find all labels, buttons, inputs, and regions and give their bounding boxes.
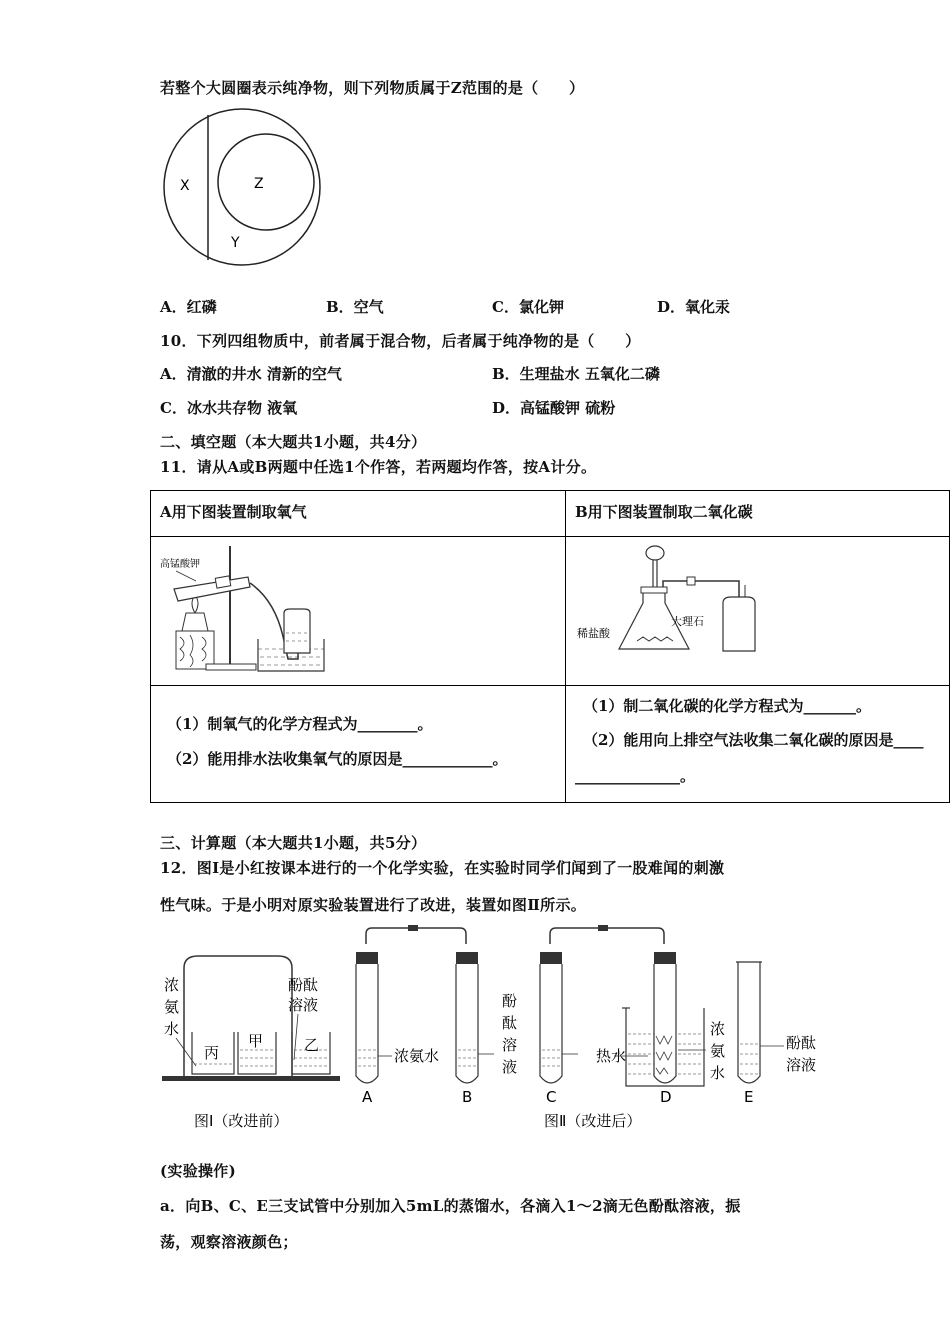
label-hot-water: 热水 [596, 1047, 627, 1065]
letter-b: B [462, 1088, 473, 1106]
q9-option-a: A．红磷 [160, 298, 217, 316]
label-phenol-1: 酚酞 [288, 976, 319, 994]
label-jia: 甲 [248, 1032, 264, 1050]
label-marble: 大理石 [671, 615, 704, 628]
label-yi: 乙 [304, 1036, 320, 1054]
letter-a: A [362, 1088, 373, 1106]
q11-table [150, 490, 950, 803]
venn-diagram [158, 108, 328, 268]
q11-a-header: A用下图装置制取氧气 [160, 503, 307, 521]
section-3-title: 三、计算题（本大题共1小题，共5分） [160, 834, 427, 852]
figure-1-caption: 图Ⅰ（改进前） [194, 1112, 289, 1130]
label-ammonia-3: 水 [164, 1020, 180, 1038]
table-row-divider-1 [151, 536, 949, 537]
inner-circle [218, 134, 314, 230]
op-a-line-1: a．向B、C、E三支试管中分别加入5mL的蒸馏水，各滴入1～2滴无色酚酞溶液，振 [160, 1197, 741, 1215]
letter-d: D [660, 1088, 672, 1106]
label-bing: 丙 [204, 1044, 220, 1062]
q11-stem: 11．请从A或B两题中任选1个作答，若两题均作答，按A计分。 [160, 458, 597, 476]
q10-option-b: B．生理盐水 五氧化二磷 [492, 365, 660, 383]
q10-option-d: D．高锰酸钾 硫粉 [492, 399, 616, 417]
label-dilute-hcl: 稀盐酸 [577, 627, 610, 640]
oxygen-apparatus-figure [156, 541, 556, 681]
q11-a-q1: （1）制氧气的化学方程式为________。 [167, 715, 433, 733]
label-phenol-b-4: 液 [502, 1058, 518, 1076]
q10-option-c: C．冰水共存物 液氧 [160, 399, 298, 417]
ops-title: (实验操作) [160, 1162, 236, 1180]
label-ammonia-2: 氨 [164, 998, 180, 1016]
label-y: Y [231, 235, 240, 251]
label-phenol-e-1: 酚酞 [786, 1034, 817, 1052]
figure-1-apparatus [158, 920, 348, 1140]
q12-stem-2: 性气味。于是小明对原实验装置进行了改进，装置如图Ⅱ所示。 [160, 896, 587, 914]
q10-stem: 10．下列四组物质中，前者属于混合物，后者属于纯净物的是（ ） [160, 332, 641, 350]
figure-2-caption: 图Ⅱ（改进后） [544, 1112, 642, 1130]
label-phenol-2: 溶液 [288, 996, 319, 1014]
co2-apparatus-figure [571, 541, 771, 681]
label-ammonia-d-3: 水 [710, 1064, 726, 1082]
letter-e: E [744, 1088, 754, 1106]
label-phenol-e-2: 溶液 [786, 1056, 817, 1074]
label-ammonia-d-1: 浓 [710, 1020, 726, 1038]
label-ammonia-a: 浓氨水 [394, 1047, 440, 1065]
q11-b-q2-cont: ______________。 [575, 767, 696, 785]
label-phenol-b-2: 酞 [502, 1014, 518, 1032]
letter-c: C [546, 1088, 557, 1106]
op-a-line-2: 荡，观察溶液颜色； [160, 1233, 298, 1251]
label-potassium-permanganate: 高锰酸钾 [160, 559, 200, 570]
label-z: Z [254, 176, 264, 192]
label-phenol-b-1: 酚 [502, 992, 518, 1010]
section-2-title: 二、填空题（本大题共1小题，共4分） [160, 433, 427, 451]
q9-option-c: C．氯化钾 [492, 298, 564, 316]
q11-b-q1: （1）制二氧化碳的化学方程式为_______。 [583, 697, 871, 715]
table-row-divider-2 [151, 685, 949, 686]
q11-a-q2: （2）能用排水法收集氧气的原因是____________。 [167, 750, 508, 768]
table-vertical-divider [565, 491, 566, 802]
q9-stem: 若整个大圆圈表示纯净物，则下列物质属于Z范围的是（ ） [160, 79, 585, 97]
q11-b-q2: （2）能用向上排空气法收集二氧化碳的原因是____ [583, 731, 924, 749]
label-phenol-b-3: 溶 [502, 1036, 518, 1054]
figure-2-apparatus [348, 924, 828, 1140]
q12-stem-1: 12．图Ⅰ是小红按课本进行的一个化学实验，在实验时同学们闻到了一股难闻的刺激 [160, 859, 725, 877]
q10-option-a: A．清澈的井水 清新的空气 [160, 365, 342, 383]
q11-b-header: B用下图装置制取二氧化碳 [575, 503, 753, 521]
label-x: X [180, 178, 190, 194]
q9-option-b: B．空气 [326, 298, 384, 316]
label-ammonia-d-2: 氨 [710, 1042, 726, 1060]
label-ammonia-1: 浓 [164, 976, 180, 994]
q9-option-d: D．氧化汞 [657, 298, 731, 316]
